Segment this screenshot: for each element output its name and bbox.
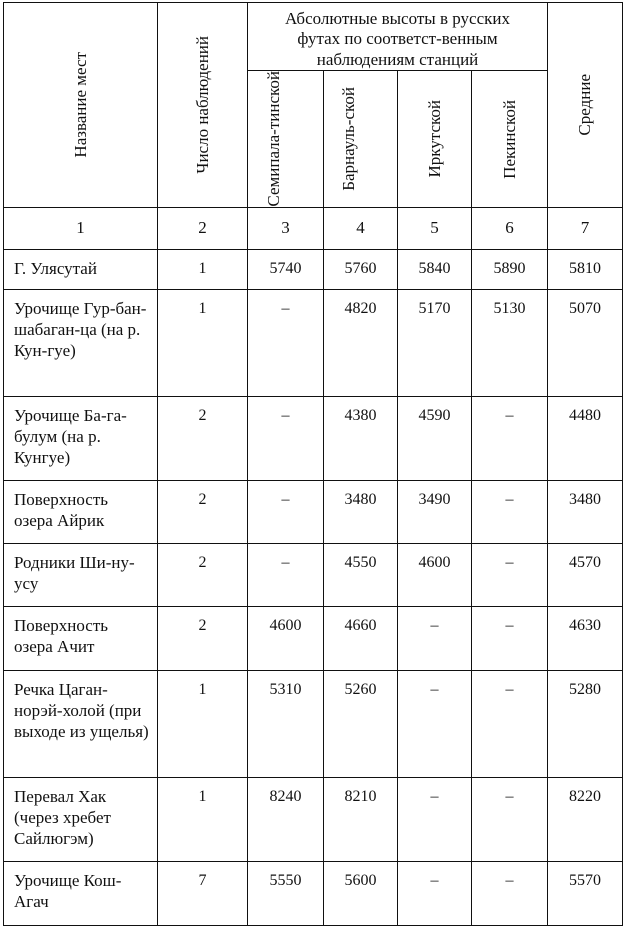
- count-cell: 1: [158, 249, 248, 289]
- irkutsk-cell: 4590: [398, 396, 472, 480]
- average-cell: 5810: [548, 249, 623, 289]
- irkutsk-cell: –: [398, 861, 472, 925]
- count-cell: 1: [158, 670, 248, 777]
- peking-cell: –: [472, 777, 548, 861]
- semipalatinsk-cell: 4600: [248, 606, 324, 670]
- header-place-name-label: Название мест: [70, 52, 90, 158]
- place-cell: Поверхность озера Айрик: [4, 480, 158, 543]
- peking-cell: –: [472, 861, 548, 925]
- header-station-label: Семипала-тинской: [263, 71, 283, 207]
- semipalatinsk-cell: –: [248, 543, 324, 606]
- peking-cell: –: [472, 606, 548, 670]
- irkutsk-cell: 5170: [398, 289, 472, 396]
- barnaul-cell: 4660: [324, 606, 398, 670]
- header-abs-heights-label: Абсолютные высоты в русских футах по соответст-венным наблюдениям станций: [285, 9, 510, 69]
- peking-cell: –: [472, 480, 548, 543]
- place-cell: Родники Ши-ну-усу: [4, 543, 158, 606]
- header-average-label: Средние: [575, 74, 595, 136]
- header-station-peking: [472, 71, 548, 208]
- header-average: [548, 3, 623, 208]
- header-station-label: Иркутской: [424, 100, 444, 178]
- count-cell: 2: [158, 543, 248, 606]
- barnaul-cell: 4380: [324, 396, 398, 480]
- column-number: 6: [472, 207, 548, 249]
- table-row: [4, 289, 623, 396]
- place-cell: Г. Улясутай: [4, 249, 158, 289]
- count-cell: 2: [158, 396, 248, 480]
- average-cell: 4480: [548, 396, 623, 480]
- header-row-top: [4, 3, 623, 71]
- header-abs-heights: [248, 3, 548, 71]
- count-cell: 2: [158, 480, 248, 543]
- count-cell: 1: [158, 777, 248, 861]
- semipalatinsk-cell: 5550: [248, 861, 324, 925]
- column-number: 3: [248, 207, 324, 249]
- irkutsk-cell: –: [398, 777, 472, 861]
- column-number: 2: [158, 207, 248, 249]
- altitude-table: [3, 2, 623, 926]
- irkutsk-cell: 4600: [398, 543, 472, 606]
- average-cell: 5280: [548, 670, 623, 777]
- count-cell: 2: [158, 606, 248, 670]
- header-station-semipalatinsk: [248, 71, 324, 208]
- column-number: 7: [548, 207, 623, 249]
- peking-cell: 5130: [472, 289, 548, 396]
- table-row: [4, 543, 623, 606]
- place-cell: Урочище Гур-бан-шабаган-ца (на р. Кун-гуе): [4, 289, 158, 396]
- average-cell: 3480: [548, 480, 623, 543]
- place-cell: Поверхность озера Ачит: [4, 606, 158, 670]
- irkutsk-cell: 5840: [398, 249, 472, 289]
- header-obs-count-label: Число наблюдений: [192, 36, 212, 174]
- peking-cell: –: [472, 543, 548, 606]
- place-cell: Урочище Ба-га-булум (на р. Кунгуе): [4, 396, 158, 480]
- peking-cell: –: [472, 670, 548, 777]
- barnaul-cell: 3480: [324, 480, 398, 543]
- irkutsk-cell: 3490: [398, 480, 472, 543]
- semipalatinsk-cell: 5740: [248, 249, 324, 289]
- average-cell: 4630: [548, 606, 623, 670]
- table-row: [4, 670, 623, 777]
- column-number: 5: [398, 207, 472, 249]
- table-row: [4, 606, 623, 670]
- barnaul-cell: 8210: [324, 777, 398, 861]
- count-cell: 1: [158, 289, 248, 396]
- semipalatinsk-cell: –: [248, 396, 324, 480]
- place-cell: Перевал Хак (через хребет Сайлюгэм): [4, 777, 158, 861]
- table-row: [4, 480, 623, 543]
- column-number: 1: [4, 207, 158, 249]
- average-cell: 8220: [548, 777, 623, 861]
- table-row: [4, 249, 623, 289]
- place-cell: Речка Цаган-норэй-холой (при выходе из ущелья): [4, 670, 158, 777]
- header-place-name: [4, 3, 158, 208]
- header-station-label: Барнауль-ской: [338, 87, 358, 191]
- barnaul-cell: 4550: [324, 543, 398, 606]
- semipalatinsk-cell: 5310: [248, 670, 324, 777]
- header-obs-count: [158, 3, 248, 208]
- barnaul-cell: 5600: [324, 861, 398, 925]
- barnaul-cell: 5760: [324, 249, 398, 289]
- irkutsk-cell: –: [398, 670, 472, 777]
- barnaul-cell: 4820: [324, 289, 398, 396]
- table-row: [4, 861, 623, 925]
- table-row: [4, 396, 623, 480]
- count-cell: 7: [158, 861, 248, 925]
- peking-cell: –: [472, 396, 548, 480]
- column-number-row: [4, 207, 623, 249]
- header-station-barnaul: [324, 71, 398, 208]
- peking-cell: 5890: [472, 249, 548, 289]
- column-number: 4: [324, 207, 398, 249]
- average-cell: 5570: [548, 861, 623, 925]
- header-station-irkutsk: [398, 71, 472, 208]
- semipalatinsk-cell: 8240: [248, 777, 324, 861]
- semipalatinsk-cell: –: [248, 289, 324, 396]
- semipalatinsk-cell: –: [248, 480, 324, 543]
- irkutsk-cell: –: [398, 606, 472, 670]
- place-cell: Урочище Кош-Агач: [4, 861, 158, 925]
- average-cell: 4570: [548, 543, 623, 606]
- table-row: [4, 777, 623, 861]
- header-station-label: Пекинской: [499, 99, 519, 179]
- barnaul-cell: 5260: [324, 670, 398, 777]
- average-cell: 5070: [548, 289, 623, 396]
